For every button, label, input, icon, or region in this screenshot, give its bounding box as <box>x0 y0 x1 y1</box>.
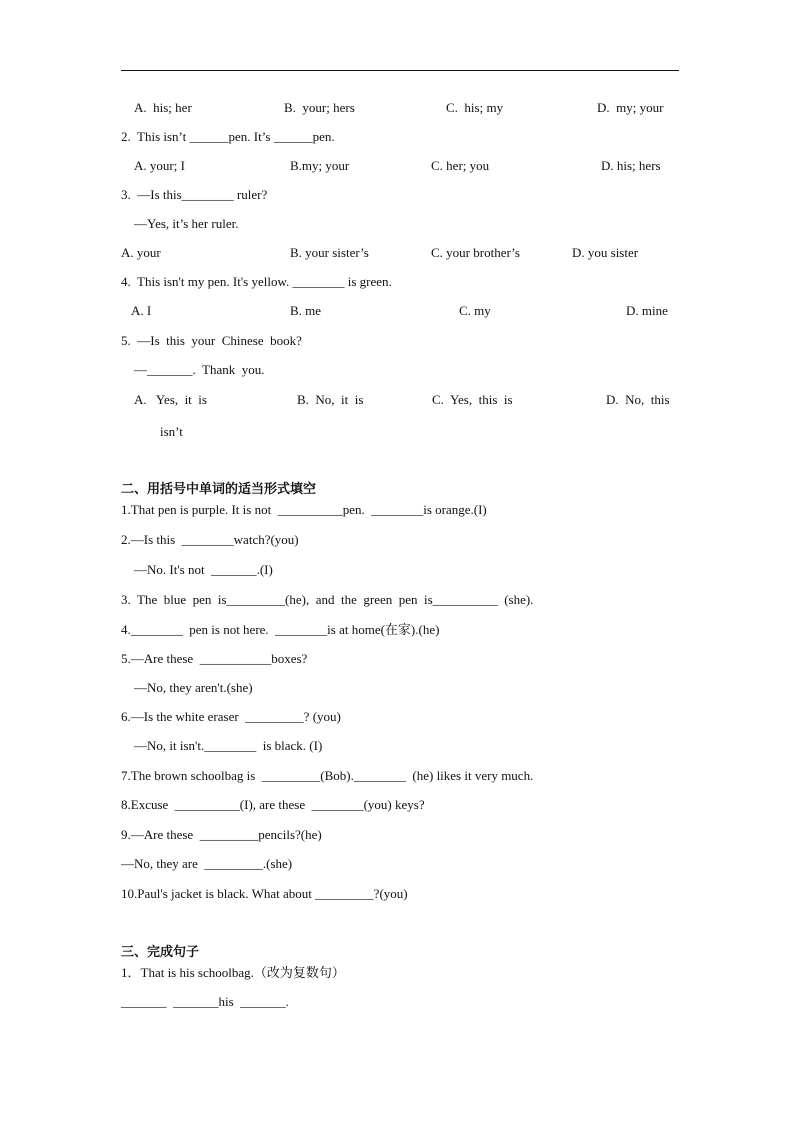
section2-line-10: 10.Paul's jacket is black. What about _________?(you) <box>121 886 408 901</box>
q5-option-a: A. Yes, it is <box>134 392 207 407</box>
section2-line-7: 7.The brown schoolbag is _________(Bob).________ (he) likes it very much. <box>121 768 534 783</box>
q3-option-a: A. your <box>121 245 161 260</box>
section3-answer-line: _______ _______his _______. <box>121 994 289 1009</box>
q3-stem: 3. —Is this________ ruler? <box>121 187 268 202</box>
section2-line-8: 8.Excuse __________(I), are these ________(you) keys? <box>121 797 425 812</box>
q2-option-b: B.my; your <box>290 158 350 173</box>
header-rule <box>121 70 679 71</box>
section2-line-9: 9.—Are these _________pencils?(he) <box>121 827 322 842</box>
section2-line-6: 6.—Is the white eraser _________? (you) <box>121 709 341 724</box>
q2-option-c: C. her; you <box>431 158 490 173</box>
q3-option-b: B. your sister’s <box>290 245 369 260</box>
section2-line-3: 3. The blue pen is_________(he), and the green pen is__________ (she). <box>121 592 534 607</box>
q4-option-c: C. my <box>459 303 491 318</box>
section2-line-9-reply: —No, they are _________.(she) <box>121 856 293 871</box>
section2-line-2: 2.—Is this ________watch?(you) <box>121 532 299 547</box>
section2-line-4: 4.________ pen is not here. ________is at home(在家).(he) <box>121 622 440 637</box>
q1-option-d: D. my; your <box>597 100 664 115</box>
q5-option-d: D. No, this <box>606 392 670 407</box>
section2-line-6-reply: —No, it isn't.________ is black. (I) <box>134 738 323 753</box>
q5-option-d-continuation: isn’t <box>160 424 183 439</box>
section2-line-2-reply: —No. It's not _______.(I) <box>134 562 273 577</box>
q3-option-d: D. you sister <box>572 245 639 260</box>
section2-line-5-reply: —No, they aren't.(she) <box>134 680 253 695</box>
q3-option-c: C. your brother’s <box>431 245 520 260</box>
q4-stem: 4. This isn't my pen. It's yellow. ________ is green. <box>121 274 392 289</box>
section2-line-5: 5.—Are these ___________boxes? <box>121 651 308 666</box>
q2-option-d: D. his; hers <box>601 158 661 173</box>
q5-option-b: B. No, it is <box>297 392 364 407</box>
q5-option-c: C. Yes, this is <box>432 392 513 407</box>
q4-option-b: B. me <box>290 303 322 318</box>
section2-line-1: 1.That pen is purple. It is not __________pen. ________is orange.(I) <box>121 502 487 517</box>
q3-reply: —Yes, it’s her ruler. <box>134 216 239 231</box>
section2-title: 二、用括号中单词的适当形式填空 <box>121 482 317 497</box>
q4-option-a: A. I <box>131 303 152 318</box>
q2-stem: 2. This isn’t ______pen. It’s ______pen. <box>121 129 335 144</box>
q4-option-d: D. mine <box>626 303 668 318</box>
section3-title: 三、完成句子 <box>121 945 200 960</box>
q1-option-c: C. his; my <box>446 100 504 115</box>
q1-option-b: B. your; hers <box>284 100 355 115</box>
q2-option-a: A. your; I <box>134 158 185 173</box>
q1-option-a: A. his; her <box>134 100 192 115</box>
section3-question-1: 1．That is his schoolbag.（改为复数句） <box>121 965 345 980</box>
q5-reply: —_______. Thank you. <box>134 362 265 377</box>
q5-stem: 5. —Is this your Chinese book? <box>121 333 302 348</box>
